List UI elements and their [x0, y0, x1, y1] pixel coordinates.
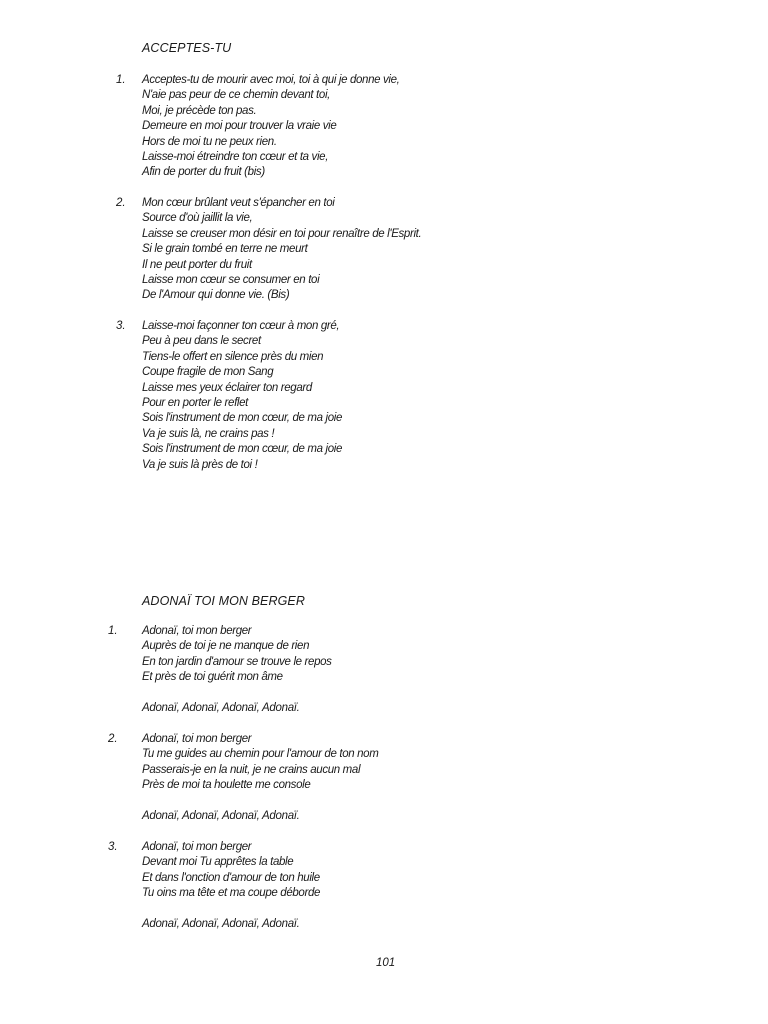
verse-number: 1. — [116, 74, 126, 86]
verse-number: 1. — [108, 625, 118, 637]
refrain: Adonaï, Adonaï, Adonaï, Adonaï. — [142, 918, 300, 930]
verse-line: Sois l'instrument de mon cœur, de ma joie — [142, 412, 343, 425]
verse-line: Adonaï, toi mon berger — [142, 625, 252, 637]
verse-line: Demeure en moi pour trouver la vraie vie — [142, 120, 337, 133]
verse-lines — [142, 196, 421, 304]
verse-line: Peu à peu dans le secret — [142, 335, 261, 348]
verse-lines — [142, 732, 378, 794]
verse-line: Il ne peut porter du fruit — [142, 258, 252, 271]
verse-lines — [142, 319, 342, 473]
verse-lines — [142, 73, 400, 181]
verse-line: N'aie pas peur de ce chemin devant toi, — [142, 89, 330, 102]
verse-line: Près de moi ta houlette me console — [142, 779, 311, 792]
verse-line: Laisse mes yeux éclairer ton regard — [142, 381, 312, 394]
verse-line: Laisse se creuser mon désir en toi pour renaître de l'Esprit. — [142, 227, 422, 240]
verse-line: Adonaï, toi mon berger — [142, 841, 252, 853]
verse-line: En ton jardin d'amour se trouve le repos — [142, 655, 332, 668]
song-title: ADONAÏ TOI MON BERGER — [142, 594, 306, 608]
verse-line: Laisse-moi étreindre ton cœur et ta vie, — [142, 151, 329, 164]
refrain: Adonaï, Adonaï, Adonaï, Adonaï. — [142, 810, 300, 822]
verse-number: 2. — [116, 197, 126, 209]
verse-line: Auprès de toi je ne manque de rien — [142, 640, 310, 653]
verse-line: Va je suis là, ne crains pas ! — [142, 427, 275, 440]
verse-number: 3. — [108, 841, 118, 853]
verse-line: Afin de porter du fruit (bis) — [142, 166, 265, 179]
verse-line: Laisse-moi façonner ton cœur à mon gré, — [142, 320, 340, 332]
verse-lines — [142, 840, 320, 902]
verse-number: 2. — [108, 733, 118, 745]
page-number: 101 — [376, 957, 396, 969]
verse-line: Tiens-le offert en silence près du mien — [142, 350, 324, 363]
verse-line: Passerais-je en la nuit, je ne crains aucun mal — [142, 763, 361, 776]
verse-number: 3. — [116, 320, 126, 332]
verse-lines — [142, 624, 332, 686]
verse-line: De l'Amour qui donne vie. (Bis) — [142, 289, 290, 302]
verse-line: Devant moi Tu apprêtes la table — [142, 856, 294, 869]
verse-line: Sois l'instrument de mon cœur, de ma joie — [142, 443, 343, 456]
verse-line: Adonaï, toi mon berger — [142, 733, 252, 745]
verse-line: Et dans l'onction d'amour de ton huile — [142, 871, 320, 884]
refrain: Adonaï, Adonaï, Adonaï, Adonaï. — [142, 702, 300, 714]
verse-line: Source d'où jaillit la vie, — [142, 212, 253, 225]
verse-line: Tu oins ma tête et ma coupe déborde — [142, 887, 321, 900]
verse-line: Et près de toi guérit mon âme — [142, 671, 283, 684]
verse-line: Tu me guides au chemin pour l'amour de ton nom — [142, 748, 379, 761]
verse-line: Si le grain tombé en terre ne meurt — [142, 243, 308, 256]
verse-line: Laisse mon cœur se consumer en toi — [142, 274, 320, 287]
verse-line: Va je suis là près de toi ! — [142, 458, 258, 471]
verse-line: Mon cœur brûlant veut s'épancher en toi — [142, 197, 335, 209]
verse-line: Coupe fragile de mon Sang — [142, 366, 274, 379]
verse-line: Pour en porter le reflet — [142, 397, 249, 410]
song-title: ACCEPTES-TU — [142, 41, 232, 55]
verse-line: Hors de moi tu ne peux rien. — [142, 135, 277, 148]
verse-line: Moi, je précède ton pas. — [142, 104, 257, 117]
verse-line: Acceptes-tu de mourir avec moi, toi à qui je donne vie, — [142, 74, 400, 86]
